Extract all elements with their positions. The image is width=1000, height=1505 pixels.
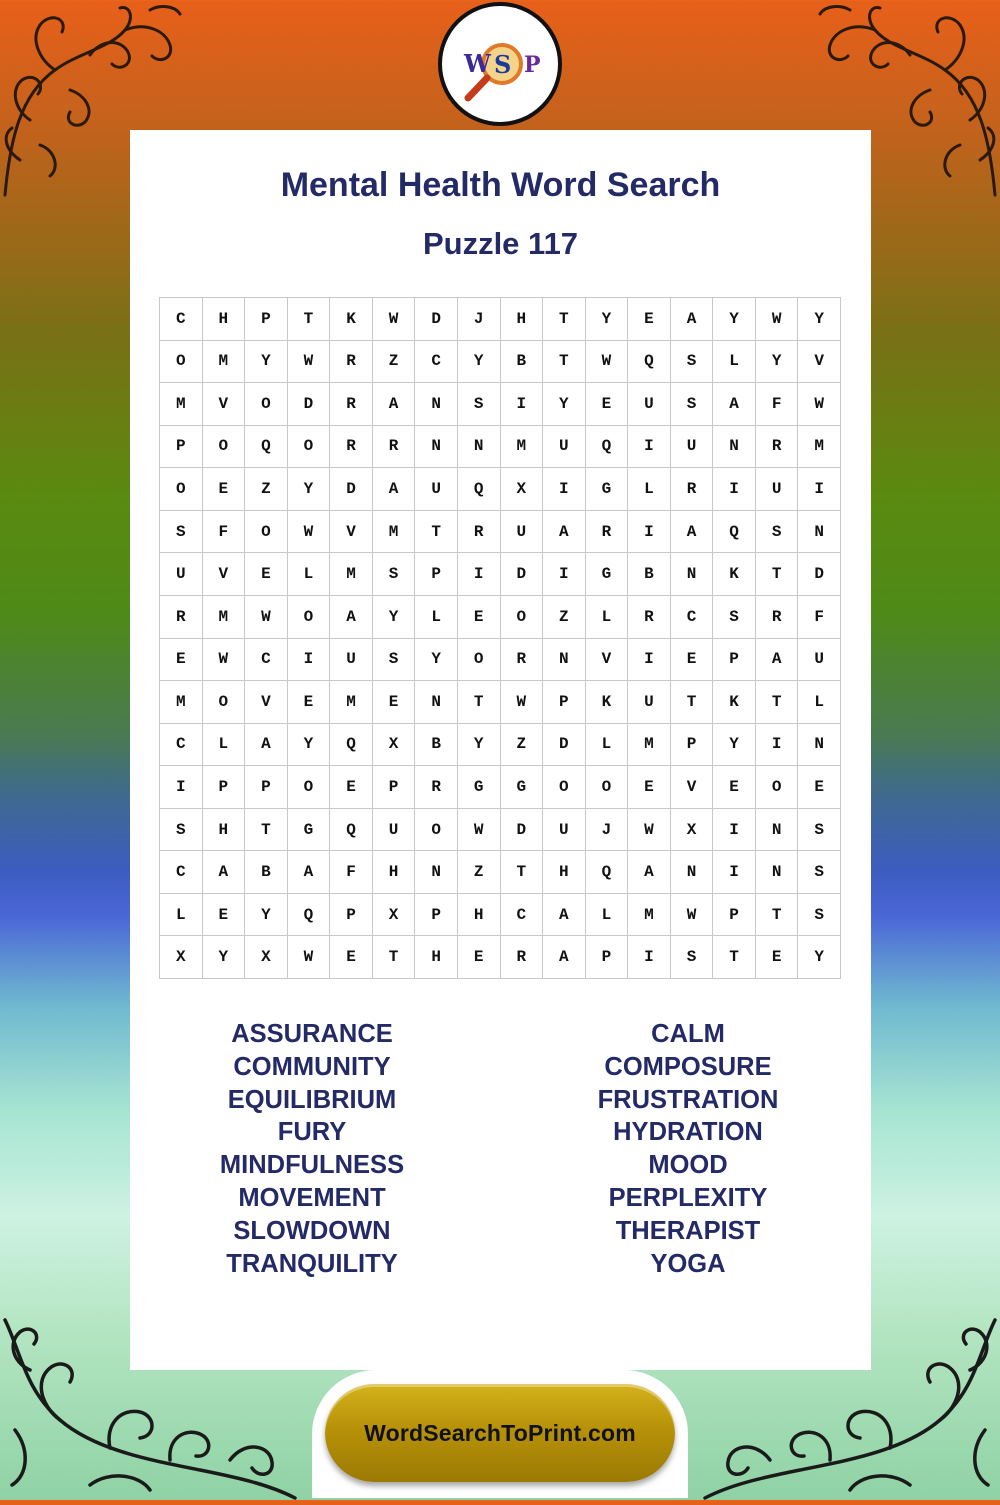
grid-cell: L <box>628 468 671 511</box>
grid-cell: J <box>458 298 501 341</box>
grid-cell: C <box>671 596 714 639</box>
grid-cell: N <box>415 681 458 724</box>
word-item: SLOWDOWN <box>233 1216 391 1245</box>
grid-cell: A <box>628 851 671 894</box>
grid-cell: T <box>756 553 799 596</box>
grid-cell: I <box>713 851 756 894</box>
grid-cell: T <box>671 681 714 724</box>
grid-cell: W <box>203 639 246 682</box>
grid-cell: Y <box>415 639 458 682</box>
grid-cell: O <box>288 596 331 639</box>
grid-cell: R <box>501 936 544 979</box>
grid-cell: R <box>756 426 799 469</box>
grid-cell: T <box>756 681 799 724</box>
grid-cell: P <box>330 894 373 937</box>
grid-cell: Q <box>245 426 288 469</box>
grid-cell: V <box>798 341 841 384</box>
grid-cell: O <box>458 639 501 682</box>
grid-cell: Y <box>245 341 288 384</box>
word-item: MOVEMENT <box>238 1183 386 1212</box>
grid-cell: S <box>671 383 714 426</box>
word-item: THERAPIST <box>615 1216 761 1245</box>
grid-cell: H <box>373 851 416 894</box>
grid-cell: H <box>203 298 246 341</box>
grid-cell: L <box>586 724 629 767</box>
grid-cell: U <box>373 809 416 852</box>
grid-cell: D <box>288 383 331 426</box>
grid-cell: R <box>415 766 458 809</box>
grid-cell: R <box>458 511 501 554</box>
grid-cell: X <box>160 936 203 979</box>
grid-cell: I <box>628 639 671 682</box>
grid-cell: Q <box>628 341 671 384</box>
grid-cell: V <box>203 553 246 596</box>
grid-cell: P <box>415 894 458 937</box>
grid-cell: G <box>458 766 501 809</box>
grid-cell: P <box>245 766 288 809</box>
grid-cell: Z <box>543 596 586 639</box>
grid-cell: K <box>586 681 629 724</box>
word-item: EQUILIBRIUM <box>227 1085 397 1114</box>
grid-cell: Q <box>330 809 373 852</box>
grid-cell: S <box>671 341 714 384</box>
grid-cell: R <box>330 426 373 469</box>
grid-cell: Y <box>798 298 841 341</box>
grid-cell: S <box>671 936 714 979</box>
grid-cell: P <box>415 553 458 596</box>
grid-cell: X <box>671 809 714 852</box>
grid-cell: X <box>373 724 416 767</box>
grid-cell: O <box>288 426 331 469</box>
grid-cell: Y <box>373 596 416 639</box>
grid-cell: I <box>501 383 544 426</box>
grid-cell: M <box>798 426 841 469</box>
grid-cell: W <box>288 341 331 384</box>
grid-cell: Y <box>245 894 288 937</box>
grid-cell: Y <box>586 298 629 341</box>
grid-cell: O <box>160 341 203 384</box>
grid-cell: V <box>245 681 288 724</box>
grid-cell: T <box>415 511 458 554</box>
grid-cell: E <box>798 766 841 809</box>
grid-cell: E <box>458 596 501 639</box>
grid-cell: E <box>203 894 246 937</box>
grid-cell: T <box>501 851 544 894</box>
grid-cell: W <box>798 383 841 426</box>
grid-cell: S <box>798 894 841 937</box>
grid-cell: C <box>245 639 288 682</box>
grid-cell: B <box>501 341 544 384</box>
grid-cell: U <box>671 426 714 469</box>
grid-cell: F <box>756 383 799 426</box>
word-list-left <box>147 1018 477 1280</box>
grid-cell: X <box>373 894 416 937</box>
grid-cell: R <box>330 383 373 426</box>
grid-cell: V <box>203 383 246 426</box>
grid-cell: P <box>713 639 756 682</box>
grid-cell: A <box>245 724 288 767</box>
logo-letter-s: S <box>494 50 512 79</box>
grid-cell: H <box>203 809 246 852</box>
word-item: HYDRATION <box>613 1118 763 1147</box>
grid-cell: A <box>373 468 416 511</box>
website-button[interactable] <box>325 1384 675 1482</box>
logo-letter-p: P <box>524 52 541 78</box>
grid-cell: R <box>160 596 203 639</box>
grid-cell: M <box>203 341 246 384</box>
grid-cell: U <box>628 681 671 724</box>
grid-cell: P <box>373 766 416 809</box>
grid-cell: U <box>798 639 841 682</box>
grid-cell: P <box>160 426 203 469</box>
grid-cell: I <box>458 553 501 596</box>
word-item: COMMUNITY <box>233 1052 391 1081</box>
grid-cell: C <box>160 298 203 341</box>
grid-cell: Z <box>373 341 416 384</box>
grid-cell: N <box>671 851 714 894</box>
grid-cell: E <box>458 936 501 979</box>
word-item: YOGA <box>650 1249 726 1278</box>
grid-cell: R <box>628 596 671 639</box>
grid-cell: E <box>671 639 714 682</box>
grid-cell: M <box>628 894 671 937</box>
grid-cell: N <box>415 426 458 469</box>
grid-cell: N <box>458 426 501 469</box>
grid-cell: S <box>713 596 756 639</box>
grid-cell: Y <box>798 936 841 979</box>
grid-cell: P <box>713 894 756 937</box>
word-item: COMPOSURE <box>604 1052 772 1081</box>
grid-cell: Z <box>245 468 288 511</box>
grid-cell: N <box>415 383 458 426</box>
grid-cell: N <box>415 851 458 894</box>
footer-tab <box>312 1370 688 1498</box>
grid-cell: B <box>245 851 288 894</box>
grid-cell: M <box>160 681 203 724</box>
grid-cell: I <box>543 553 586 596</box>
grid-cell: Y <box>713 298 756 341</box>
grid-cell: S <box>798 809 841 852</box>
grid-cell: I <box>628 936 671 979</box>
grid-cell: Y <box>288 468 331 511</box>
grid-cell: A <box>713 383 756 426</box>
grid-cell: O <box>160 468 203 511</box>
grid-cell: G <box>501 766 544 809</box>
grid-cell: A <box>671 511 714 554</box>
grid-cell: M <box>330 553 373 596</box>
grid-cell: N <box>713 426 756 469</box>
grid-cell: Z <box>501 724 544 767</box>
grid-cell: N <box>543 639 586 682</box>
grid-cell: T <box>543 341 586 384</box>
puzzle-panel <box>130 130 871 1370</box>
word-item: ASSURANCE <box>231 1020 393 1048</box>
grid-cell: T <box>288 298 331 341</box>
grid-cell: W <box>586 341 629 384</box>
grid-cell: L <box>203 724 246 767</box>
grid-cell: V <box>586 639 629 682</box>
grid-cell: U <box>160 553 203 596</box>
grid-cell: M <box>501 426 544 469</box>
grid-cell: U <box>543 809 586 852</box>
grid-cell: I <box>713 809 756 852</box>
grid-cell: W <box>288 936 331 979</box>
grid-cell: C <box>501 894 544 937</box>
grid-cell: T <box>756 894 799 937</box>
grid-cell: E <box>330 766 373 809</box>
grid-cell: L <box>415 596 458 639</box>
grid-cell: D <box>543 724 586 767</box>
grid-cell: L <box>586 596 629 639</box>
grid-cell: Z <box>458 851 501 894</box>
grid-cell: F <box>330 851 373 894</box>
grid-cell: Q <box>330 724 373 767</box>
grid-cell: Q <box>586 426 629 469</box>
grid-cell: W <box>756 298 799 341</box>
grid-cell: L <box>586 894 629 937</box>
grid-cell: A <box>756 639 799 682</box>
grid-cell: O <box>245 383 288 426</box>
grid-cell: I <box>713 468 756 511</box>
grid-cell: O <box>245 511 288 554</box>
grid-cell: S <box>756 511 799 554</box>
grid-cell: F <box>798 596 841 639</box>
grid-cell: U <box>756 468 799 511</box>
grid-cell: N <box>756 809 799 852</box>
grid-cell: S <box>458 383 501 426</box>
grid-cell: U <box>415 468 458 511</box>
puzzle-number: Puzzle 117 <box>422 226 579 261</box>
word-list-right <box>523 1018 853 1280</box>
grid-cell: M <box>628 724 671 767</box>
grid-cell: R <box>501 639 544 682</box>
grid-cell: T <box>458 681 501 724</box>
grid-cell: Q <box>288 894 331 937</box>
grid-cell: E <box>373 681 416 724</box>
grid-cell: D <box>798 553 841 596</box>
grid-cell: F <box>203 511 246 554</box>
grid-cell: P <box>586 936 629 979</box>
grid-cell: E <box>245 553 288 596</box>
grid-cell: B <box>628 553 671 596</box>
grid-cell: T <box>543 298 586 341</box>
grid-cell: R <box>330 341 373 384</box>
magnifier-icon <box>468 78 487 98</box>
grid-cell: G <box>586 553 629 596</box>
grid-cell: V <box>671 766 714 809</box>
grid-cell: O <box>288 766 331 809</box>
grid-cell: E <box>288 681 331 724</box>
grid-cell: R <box>373 426 416 469</box>
grid-cell: P <box>543 681 586 724</box>
grid-cell: I <box>628 511 671 554</box>
grid-cell: H <box>501 298 544 341</box>
word-item: CALM <box>651 1020 725 1048</box>
grid-cell: O <box>586 766 629 809</box>
grid-cell: M <box>373 511 416 554</box>
grid-cell: T <box>373 936 416 979</box>
grid-cell: E <box>628 766 671 809</box>
grid-cell: H <box>415 936 458 979</box>
grid-cell: M <box>160 383 203 426</box>
grid-cell: G <box>288 809 331 852</box>
grid-cell: I <box>160 766 203 809</box>
grid-cell: O <box>415 809 458 852</box>
grid-cell: A <box>543 894 586 937</box>
grid-cell: D <box>415 298 458 341</box>
grid-cell: E <box>203 468 246 511</box>
grid-cell: W <box>245 596 288 639</box>
grid-cell: T <box>713 936 756 979</box>
grid-cell: A <box>671 298 714 341</box>
puzzle-title: Mental Health Word Search <box>280 166 721 204</box>
grid-cell: C <box>415 341 458 384</box>
grid-cell: Y <box>458 341 501 384</box>
grid-cell: I <box>628 426 671 469</box>
grid-cell: N <box>756 851 799 894</box>
grid-cell: K <box>713 681 756 724</box>
wsp-logo <box>438 2 562 126</box>
grid-cell: N <box>671 553 714 596</box>
grid-cell: E <box>330 936 373 979</box>
grid-cell: B <box>415 724 458 767</box>
grid-cell: R <box>671 468 714 511</box>
grid-cell: I <box>543 468 586 511</box>
grid-cell: W <box>458 809 501 852</box>
logo-letter-w: W <box>464 49 491 78</box>
grid-cell: R <box>586 511 629 554</box>
grid-cell: A <box>543 936 586 979</box>
grid-cell: U <box>628 383 671 426</box>
grid-cell: A <box>330 596 373 639</box>
grid-cell: E <box>713 766 756 809</box>
grid-cell: A <box>288 851 331 894</box>
grid-cell: L <box>798 681 841 724</box>
grid-cell: Q <box>713 511 756 554</box>
grid-cell: W <box>288 511 331 554</box>
grid-cell: Y <box>203 936 246 979</box>
grid-cell: N <box>798 724 841 767</box>
grid-cell: U <box>330 639 373 682</box>
grid-cell: A <box>543 511 586 554</box>
grid-cell: I <box>756 724 799 767</box>
grid-cell: E <box>586 383 629 426</box>
grid-cell: M <box>330 681 373 724</box>
word-item: MOOD <box>648 1151 728 1180</box>
grid-cell: Y <box>756 341 799 384</box>
grid-cell: M <box>203 596 246 639</box>
word-item: MINDFULNESS <box>219 1151 405 1180</box>
word-item: TRANQUILITY <box>226 1249 398 1278</box>
grid-cell: A <box>203 851 246 894</box>
grid-cell: V <box>330 511 373 554</box>
grid-cell: W <box>373 298 416 341</box>
grid-cell: W <box>501 681 544 724</box>
grid-cell: K <box>330 298 373 341</box>
grid-cell: I <box>288 639 331 682</box>
grid-cell: T <box>245 809 288 852</box>
grid-cell: Q <box>458 468 501 511</box>
grid-cell: E <box>160 639 203 682</box>
grid-cell: G <box>586 468 629 511</box>
grid-cell: S <box>373 553 416 596</box>
grid-cell: E <box>756 936 799 979</box>
grid-cell: A <box>373 383 416 426</box>
grid-cell: J <box>586 809 629 852</box>
grid-cell: U <box>501 511 544 554</box>
grid-cell: W <box>628 809 671 852</box>
grid-cell: D <box>501 809 544 852</box>
grid-cell: O <box>203 426 246 469</box>
grid-cell: P <box>245 298 288 341</box>
grid-cell: N <box>798 511 841 554</box>
grid-cell: D <box>501 553 544 596</box>
grid-cell: W <box>671 894 714 937</box>
grid-cell: X <box>501 468 544 511</box>
grid-cell: S <box>798 851 841 894</box>
grid-cell: O <box>203 681 246 724</box>
word-item: FRUSTRATION <box>597 1085 779 1114</box>
grid-cell: D <box>330 468 373 511</box>
grid-cell: P <box>203 766 246 809</box>
grid-cell: C <box>160 724 203 767</box>
grid-cell: Y <box>543 383 586 426</box>
grid-cell: K <box>713 553 756 596</box>
grid-cell: E <box>628 298 671 341</box>
grid-cell: X <box>245 936 288 979</box>
grid-cell: O <box>543 766 586 809</box>
letter-grid <box>159 297 841 979</box>
grid-cell: S <box>373 639 416 682</box>
grid-cell: L <box>713 341 756 384</box>
grid-cell: P <box>671 724 714 767</box>
grid-cell: L <box>160 894 203 937</box>
grid-cell: C <box>160 851 203 894</box>
grid-cell: Y <box>288 724 331 767</box>
grid-cell: I <box>798 468 841 511</box>
grid-cell: R <box>756 596 799 639</box>
grid-cell: Q <box>586 851 629 894</box>
grid-cell: S <box>160 511 203 554</box>
word-item: PERPLEXITY <box>608 1183 768 1212</box>
website-label: WordSearchToPrint.com <box>364 1419 636 1446</box>
grid-cell: L <box>288 553 331 596</box>
grid-cell: O <box>501 596 544 639</box>
grid-cell: O <box>756 766 799 809</box>
grid-cell: U <box>543 426 586 469</box>
grid-cell: Y <box>713 724 756 767</box>
grid-cell: H <box>543 851 586 894</box>
grid-cell: Y <box>458 724 501 767</box>
word-item: FURY <box>277 1118 347 1147</box>
grid-cell: H <box>458 894 501 937</box>
grid-cell: S <box>160 809 203 852</box>
